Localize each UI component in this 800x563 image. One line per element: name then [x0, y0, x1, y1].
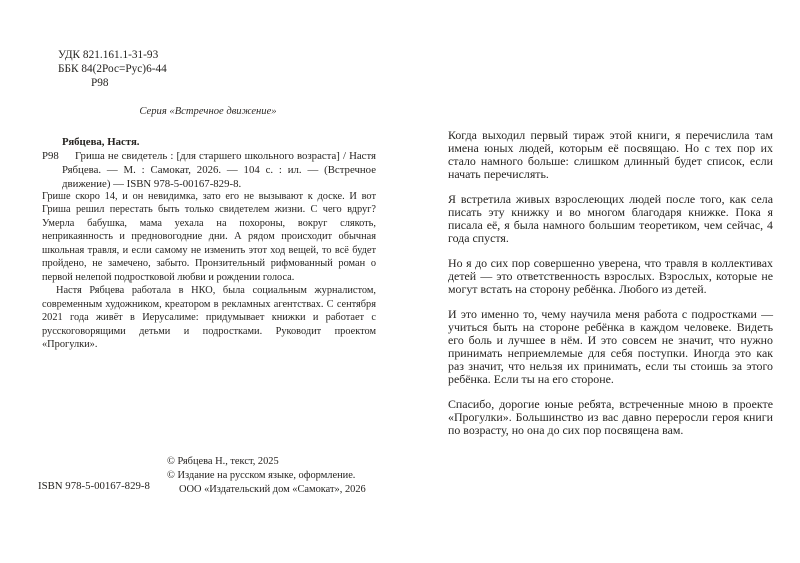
- foreword-paragraph: Когда выходил первый тираж этой книги, я перечислила там имена юных людей, которым её посвящаю. Но с тех пор их стало намного больше: слишком длинный будет список, если начать перечислять.: [448, 128, 773, 181]
- foreword-block: [448, 129, 773, 437]
- udk-line: УДК 821.161.1-31-93: [58, 49, 159, 61]
- copyright-line-author: © Рябцева Н., текст, 2025: [167, 456, 279, 467]
- copyright-block: [167, 455, 366, 498]
- catalog-code: Р98: [42, 150, 59, 162]
- classification-block: [58, 48, 167, 91]
- foreword-paragraph: Спасибо, дорогие юные ребята, встреченные мною в проекте «Прогулки». Большинство из вас давно переросли героя книги по возрасту, но она до сих пор посвящена вам.: [448, 397, 773, 438]
- annotation-block: [42, 190, 376, 351]
- bibliographic-entry: [42, 135, 376, 191]
- author-heading: Рябцева, Настя.: [62, 136, 140, 148]
- bbk-line: ББК 84(2Рос=Рус)6-44: [58, 63, 167, 76]
- foreword-paragraph: Я встретила живых взрослеющих людей после того, как села писать эту книжку и во многом благодаря книжке. Пока я писала её, я была намного большим теоретиком, чем сейчас, 4 года спустя.: [448, 192, 773, 245]
- series-title: Серия «Встречное движение»: [139, 106, 277, 117]
- foreword-paragraph: Но я до сих пор совершенно уверена, что травля в коллективах детей — это ответственность взрослых. Взрослых, которые не могут встать на сторону ребёнка. Любого из детей.: [448, 256, 773, 297]
- bibliographic-description: [42, 149, 376, 191]
- copyright-line-edition: © Издание на русском языке, оформление.: [167, 470, 356, 482]
- author-bio-paragraph: Настя Рябцева работала в НКО, была социальным журналистом, современным художником, креатором в рекламных агентствах. С сентября 2021 года живёт в Иерусалиме: придумывает книжки и работает с русскоговорящими детьми и подростками. Руководит проектом «Прогулки».: [42, 285, 376, 350]
- isbn-line: ISBN 978-5-00167-829-8: [38, 480, 150, 492]
- copyright-line-publisher: ООО «Издательский дом «Самокат», 2026: [179, 484, 366, 496]
- foreword-paragraph: И это именно то, чему научила меня работа с подростками — учиться быть на стороне ребёнка в каждом человеке. Видеть его боль и лучшее в нём. И это совсем не значит, что нужно принимать неприемлемые для себя поступки. Иногда это как раз значит, что нельзя их принимать, если ты стоишь за этого ребёнка. Если ты на его стороне.: [448, 307, 773, 386]
- annotation-paragraph: Грише скоро 14, и он невидимка, зато его не вызывают к доске. И вот Гриша решил перестать быть только свидетелем жизни. С чего вдруг? Умерла бабушка, мама уехала на похороны, вокруг слякоть, неприкаянность и предновогодние дни. А рядом происходит обычная школьная травля, и если самому не изменить этот ход вещей, то всё будет пройдено, не замечено, забыто. Пронзительный рифмованный роман о первой нелепой подростковой любви и рождении голоса.: [42, 191, 376, 283]
- classification-code: Р98: [91, 77, 109, 90]
- bibliographic-description-text: Гриша не свидетель : [для старшего школьного возраста] / Настя Рябцева. — М. : Самокат, 2026. — 104 с. : ил. — (Встречное движение) — ISBN 978-5-00167-829-8.: [62, 150, 376, 190]
